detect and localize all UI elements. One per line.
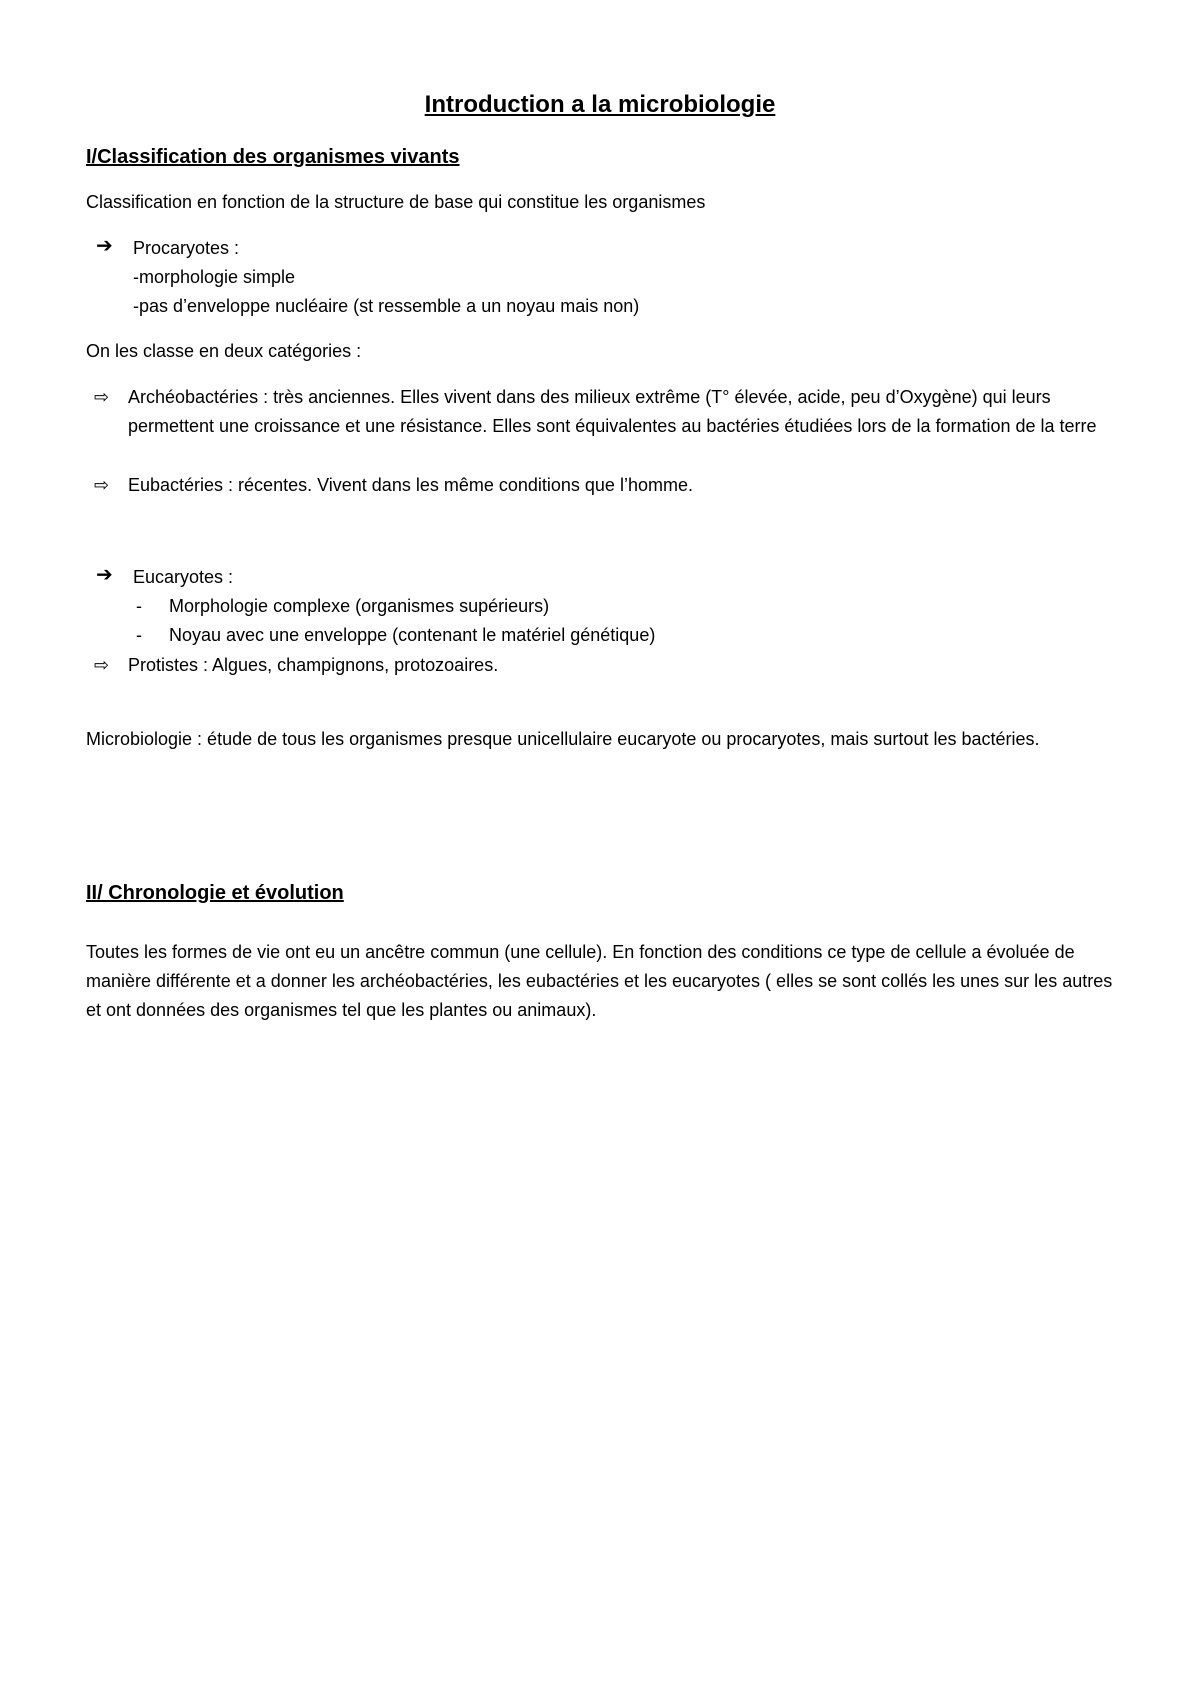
procaryotes-label: Procaryotes :	[133, 238, 240, 258]
eucaryotes-item: Noyau avec une enveloppe (contenant le matériel génétique)	[169, 625, 656, 645]
page-title: Introduction a la microbiologie	[424, 91, 776, 118]
list-dash: -	[136, 625, 142, 645]
section1-heading: I/Classification des organismes vivants	[86, 146, 460, 168]
category-eubacteries: Eubactéries : récentes. Vivent dans les même conditions que l’homme.	[128, 475, 693, 495]
protistes-item: Protistes : Algues, champignons, protozoaires.	[128, 655, 499, 675]
list-dash: -	[136, 596, 142, 616]
section2-heading: II/ Chronologie et évolution	[86, 882, 344, 904]
section1-intro: Classification en fonction de la structure de base qui constitue les organismes	[86, 192, 706, 212]
category-archeobacteries: Archéobactéries : très anciennes. Elles vivent dans des milieux extrême (T° élevée, acide, peu d’Oxygène) qui leurs permettent une croissance et une résistance. Elles sont équivalentes au bactéries étudiées lors de la formation de la terre	[128, 387, 1097, 436]
open-arrow-icon: ⇨	[94, 655, 110, 675]
categories-intro: On les classe en deux catégories :	[86, 341, 362, 361]
section2-body: Toutes les formes de vie ont eu un ancêtre commun (une cellule). En fonction des conditions ce type de cellule a évoluée de manière différente et a donner les archéobactéries, les eubactéries et les eucaryotes ( elles se sont collés les unes sur les autres et ont données des organismes tel que les plantes ou animaux).	[86, 942, 1113, 1020]
solid-arrow-icon: ➔	[96, 564, 113, 586]
procaryotes-item: -pas d’enveloppe nucléaire (st ressemble a un noyau mais non)	[133, 296, 640, 316]
solid-arrow-icon: ➔	[96, 235, 113, 257]
open-arrow-icon: ⇨	[94, 387, 110, 407]
microbiologie-definition: Microbiologie : étude de tous les organismes presque unicellulaire eucaryote ou procaryotes, mais surtout les bactéries.	[86, 729, 1040, 749]
eucaryotes-label: Eucaryotes :	[133, 567, 234, 587]
open-arrow-icon: ⇨	[94, 475, 110, 495]
eucaryotes-item: Morphologie complexe (organismes supérieurs)	[169, 596, 550, 616]
procaryotes-item: -morphologie simple	[133, 267, 296, 287]
